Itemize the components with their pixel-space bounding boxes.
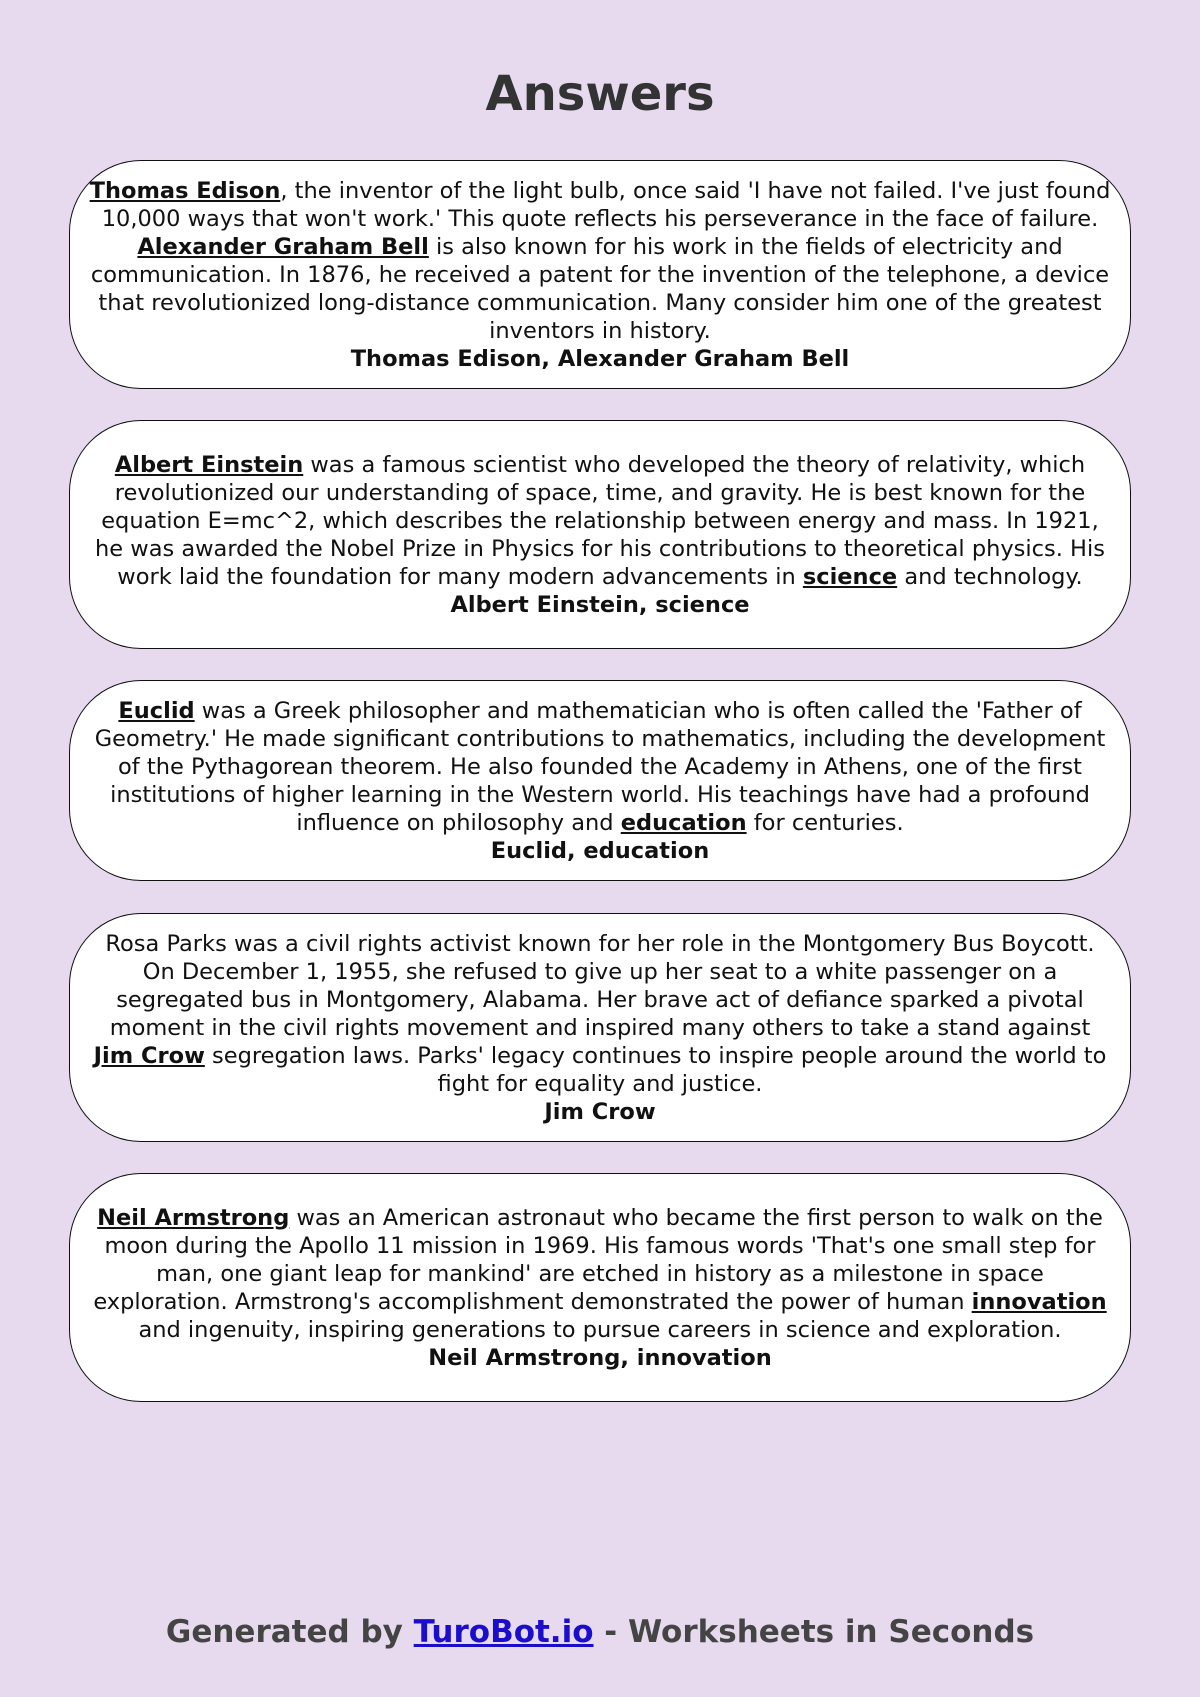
passage-segment: , the inventor of the light bulb, once said 'I have not failed. I've just found 10,000 ways that won't work.' This quote reflects his perseverance in the face of failure.	[101, 177, 1111, 232]
passage-segment: is also known for his work in the fields of electricity and communication. In 1876, he received a patent for the invention of the telephone, a device that revolutionized long-distance communication. Many consider him one of the greatest inventors in history.	[90, 233, 1110, 344]
answer-term: innovation	[971, 1288, 1107, 1315]
passage-text	[88, 930, 1112, 1098]
answer-term: Euclid	[118, 697, 195, 724]
answer-card	[69, 1173, 1131, 1402]
answer-term: education	[620, 809, 747, 836]
turobot-link[interactable]: TuroBot.io	[413, 1614, 594, 1650]
passage-segment: Rosa Parks was a civil rights activist known for her role in the Montgomery Bus Boycott. On December 1, 1955, she refused to give up her seat to a white passenger on a segregated bus in Montgomery, Alabama. Her brave act of defiance sparked a pivotal moment in the civil rights movement and inspired many others to take a stand against	[105, 930, 1095, 1041]
passage-text	[88, 1204, 1112, 1344]
passage-segment: for centuries.	[746, 809, 904, 836]
answer-term: Alexander Graham Bell	[137, 233, 429, 260]
page-title: Answers	[485, 66, 715, 122]
answer-key: Albert Einstein, science	[450, 591, 750, 618]
passage-text	[88, 451, 1112, 591]
passage-text	[88, 177, 1112, 345]
footer	[0, 1614, 1200, 1650]
footer-prefix: Generated by	[165, 1614, 414, 1650]
answer-card	[69, 680, 1131, 881]
answer-term: Jim Crow	[93, 1042, 205, 1069]
passage-segment: and technology.	[897, 563, 1083, 590]
answer-card	[69, 913, 1131, 1142]
passage-text	[88, 697, 1112, 837]
answer-key: Thomas Edison, Alexander Graham Bell	[350, 345, 850, 372]
passage-segment: was a famous scientist who developed the theory of relativity, which revolutionized our understanding of space, time, and gravity. He is best known for the equation E=mc^2, which describes the relationship between energy and mass. In 1921, he was awarded the Nobel Prize in Physics for his contributions to theoretical physics. His work laid the foundation for many modern advancements in	[95, 451, 1105, 590]
answer-key: Euclid, education	[490, 837, 710, 864]
footer-suffix: - Worksheets in Seconds	[593, 1614, 1035, 1650]
answer-term: science	[802, 563, 898, 590]
answer-term: Albert Einstein	[114, 451, 304, 478]
answer-term: Neil Armstrong	[97, 1204, 290, 1231]
passage-segment: was an American astronaut who became the first person to walk on the moon during the Apollo 11 mission in 1969. His famous words 'That's one small step for man, one giant leap for mankind' are etched in history as a milestone in space exploration. Armstrong's accomplishment demonstrated the power of human	[93, 1204, 1103, 1315]
answer-term: Thomas Edison	[89, 177, 281, 204]
answer-key: Neil Armstrong, innovation	[428, 1344, 772, 1371]
answer-card	[69, 420, 1131, 649]
passage-segment: was a Greek philosopher and mathematician who is often called the 'Father of Geometry.' He made significant contributions to mathematics, including the development of the Pythagorean theorem. He also founded the Academy in Athens, one of the first institutions of higher learning in the Western world. His teachings have had a profound influence on philosophy and	[94, 697, 1106, 836]
passage-segment: and ingenuity, inspiring generations to pursue careers in science and exploration.	[138, 1316, 1062, 1343]
answer-key: Jim Crow	[544, 1098, 656, 1125]
answer-card	[69, 160, 1131, 389]
passage-segment: segregation laws. Parks' legacy continues to inspire people around the world to fight for equality and justice.	[204, 1042, 1107, 1097]
